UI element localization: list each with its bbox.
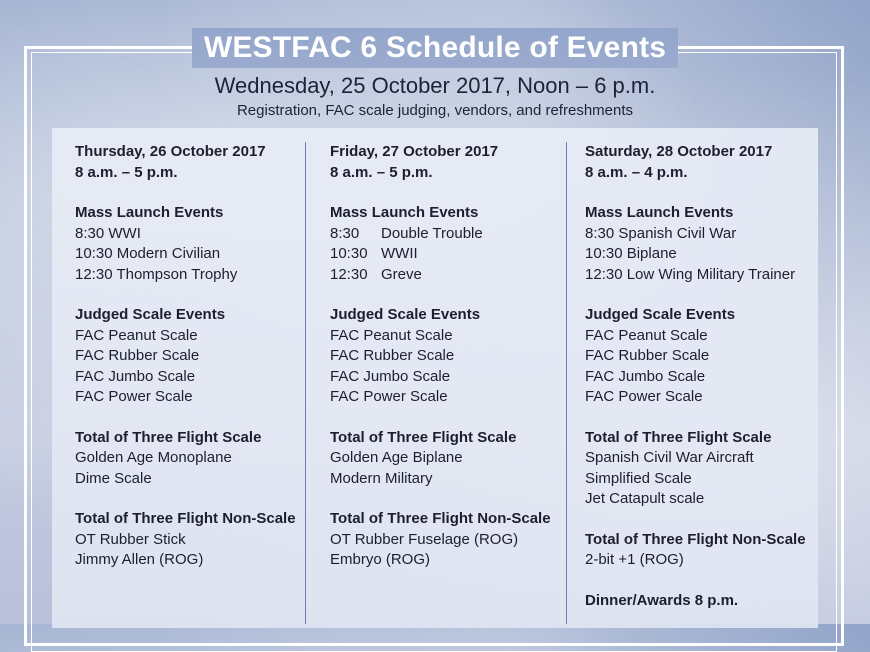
list-item bbox=[75, 224, 315, 245]
event-name: Thompson Trophy bbox=[116, 265, 238, 283]
list-item: OT Rubber Fuselage (ROG) bbox=[330, 530, 519, 548]
list-item bbox=[330, 244, 570, 265]
section-heading-total-scale: Total of Three Flight Scale bbox=[330, 428, 517, 446]
list-item: FAC Jumbo Scale bbox=[585, 367, 706, 385]
section-heading-mass-launch: Mass Launch Events bbox=[585, 204, 734, 221]
list-item bbox=[330, 224, 570, 245]
list-item: FAC Jumbo Scale bbox=[330, 367, 451, 385]
list-item: Simplified Scale bbox=[585, 469, 692, 487]
list-item: FAC Peanut Scale bbox=[330, 326, 453, 344]
event-name: WWI bbox=[108, 224, 141, 242]
list-item: FAC Power Scale bbox=[585, 388, 703, 405]
list-item: Spanish Civil War Aircraft bbox=[585, 449, 754, 466]
event-name: Double Trouble bbox=[381, 224, 483, 242]
list-item: Jimmy Allen (ROG) bbox=[75, 551, 204, 568]
event-name: Low Wing Military Trainer bbox=[626, 265, 796, 283]
list-item: Embryo (ROG) bbox=[330, 551, 431, 568]
section-heading-total-scale: Total of Three Flight Scale bbox=[75, 428, 262, 446]
event-name: WWII bbox=[381, 245, 418, 262]
section-heading-judged-scale: Judged Scale Events bbox=[75, 306, 226, 323]
dinner-awards: Dinner/Awards 8 p.m. bbox=[585, 591, 739, 609]
event-time: 12:30 bbox=[585, 265, 623, 283]
schedule-column-saturday bbox=[585, 142, 825, 611]
event-time: 10:30 bbox=[585, 245, 623, 262]
list-item: FAC Rubber Scale bbox=[330, 347, 455, 364]
section-heading-mass-launch: Mass Launch Events bbox=[330, 204, 479, 221]
section-heading-mass-launch: Mass Launch Events bbox=[75, 204, 224, 221]
event-time: 8:30 bbox=[75, 224, 105, 242]
event-name: Spanish Civil War bbox=[618, 224, 737, 242]
list-item: Dime Scale bbox=[75, 469, 152, 487]
event-time: 10:30 bbox=[75, 245, 113, 262]
list-item bbox=[585, 265, 825, 286]
day-heading: Friday, 27 October 2017 bbox=[330, 143, 499, 160]
list-item: FAC Jumbo Scale bbox=[75, 367, 196, 385]
day-heading: Thursday, 26 October 2017 bbox=[75, 143, 266, 160]
section-heading-total-nonscale: Total of Three Flight Non-Scale bbox=[330, 510, 551, 527]
list-item: FAC Peanut Scale bbox=[585, 326, 708, 344]
day-hours: 8 a.m. – 4 p.m. bbox=[585, 163, 688, 181]
list-item bbox=[75, 265, 315, 286]
list-item: OT Rubber Stick bbox=[75, 530, 186, 548]
list-item bbox=[75, 244, 315, 265]
list-item bbox=[585, 244, 825, 265]
event-name: Greve bbox=[381, 265, 422, 283]
list-item: 2-bit +1 (ROG) bbox=[585, 551, 684, 568]
section-heading-judged-scale: Judged Scale Events bbox=[585, 306, 736, 323]
event-time: 8:30 bbox=[330, 224, 360, 242]
event-time: 12:30 bbox=[75, 265, 113, 283]
day-heading: Saturday, 28 October 2017 bbox=[585, 143, 773, 160]
event-name: Modern Civilian bbox=[116, 245, 221, 262]
list-item: FAC Peanut Scale bbox=[75, 326, 198, 344]
list-item: FAC Rubber Scale bbox=[75, 347, 200, 364]
schedule-column-friday bbox=[330, 142, 570, 571]
event-time: 8:30 bbox=[585, 224, 615, 242]
list-item: Golden Age Monoplane bbox=[75, 449, 232, 466]
list-item: FAC Power Scale bbox=[75, 388, 193, 405]
day-hours: 8 a.m. – 5 p.m. bbox=[330, 163, 433, 181]
list-item: Modern Military bbox=[330, 469, 433, 487]
list-item bbox=[585, 224, 825, 245]
opening-day-note: Registration, FAC scale judging, vendors, and refreshments bbox=[236, 102, 634, 119]
event-name: Biplane bbox=[626, 245, 677, 262]
title-wrap bbox=[0, 28, 870, 68]
section-heading-judged-scale: Judged Scale Events bbox=[330, 306, 481, 323]
section-heading-total-nonscale: Total of Three Flight Non-Scale bbox=[585, 530, 806, 548]
section-heading-total-scale: Total of Three Flight Scale bbox=[585, 428, 772, 446]
day-hours: 8 a.m. – 5 p.m. bbox=[75, 163, 178, 181]
event-time: 12:30 bbox=[330, 265, 368, 283]
list-item: Jet Catapult scale bbox=[585, 490, 705, 507]
list-item bbox=[330, 265, 570, 286]
page-title: WESTFAC 6 Schedule of Events bbox=[192, 28, 678, 68]
list-item: FAC Rubber Scale bbox=[585, 347, 710, 364]
section-heading-total-nonscale: Total of Three Flight Non-Scale bbox=[75, 510, 296, 527]
list-item: Golden Age Biplane bbox=[330, 449, 463, 466]
list-item: FAC Power Scale bbox=[330, 388, 448, 405]
schedule-column-thursday bbox=[75, 142, 315, 571]
opening-date-line: Wednesday, 25 October 2017, Noon – 6 p.m. bbox=[214, 73, 656, 98]
event-time: 10:30 bbox=[330, 245, 368, 262]
